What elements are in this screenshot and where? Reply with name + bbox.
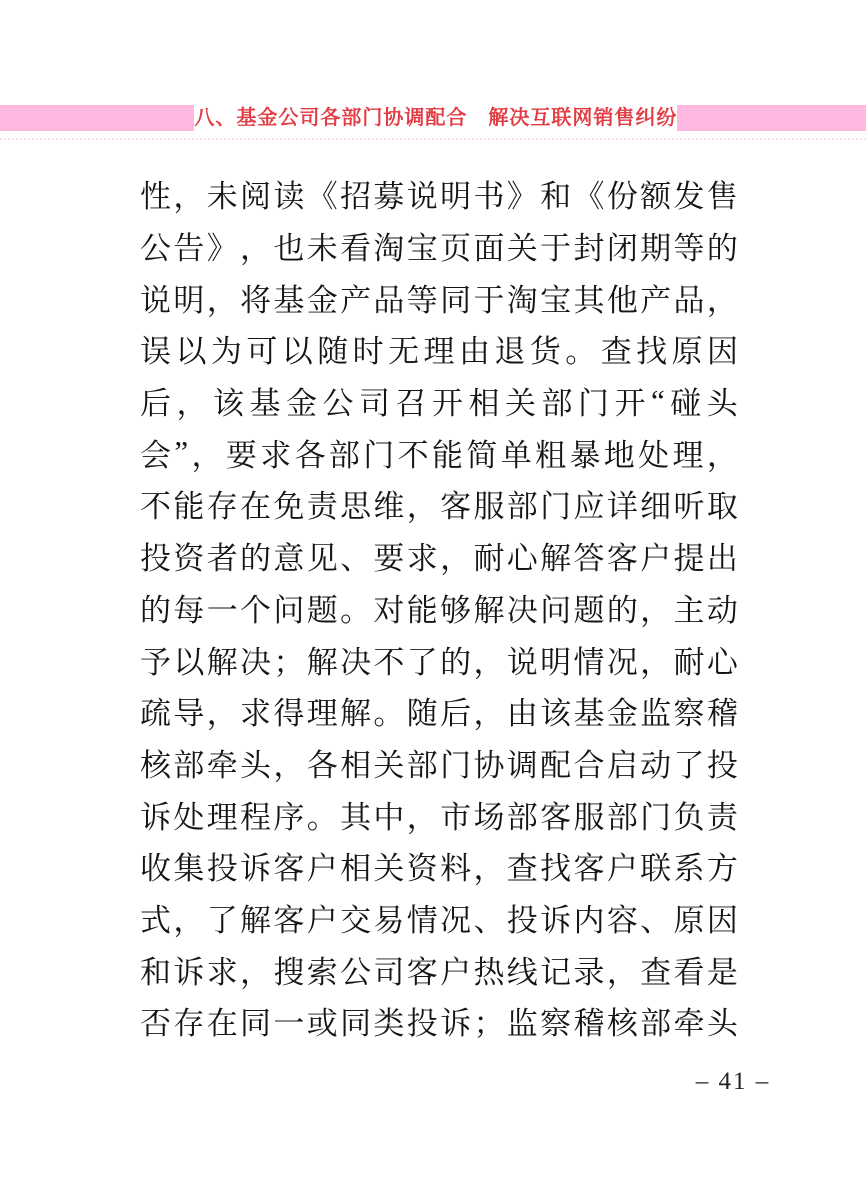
body-text bbox=[140, 168, 738, 1047]
header-bar-left bbox=[0, 105, 194, 131]
text-line: 否 存 在 同 一 或 同 类 投 诉 ； 监 察 稽 核 部 牵 头 bbox=[140, 1006, 738, 1042]
header-underline bbox=[0, 138, 866, 140]
text-line: 诉 处 理 程 序 。 其 中 ， 市 场 部 客 服 部 门 负 责 bbox=[140, 799, 738, 835]
text-line: 后 ， 该 基 金 公 司 召 开 相 关 部 门 开 “ 碰 头 bbox=[140, 382, 738, 422]
chapter-title: 八、基金公司各部门协调配合 解决互联网销售纠纷 bbox=[194, 107, 678, 129]
text-line: 投 资 者 的 意 见 、 要 求 ， 耐 心 解 答 客 户 提 出 bbox=[140, 541, 738, 577]
header-bar-right bbox=[677, 105, 866, 131]
text-line: 收 集 投 诉 客 户 相 关 资 料 ， 查 找 客 户 联 系 方 bbox=[140, 851, 738, 887]
text-line: 会 ” ， 要 求 各 部 门 不 能 简 单 粗 暴 地 处 理 ， bbox=[140, 434, 738, 473]
text-line: 的 每 一 个 问 题 。 对 能 够 解 决 问 题 的 ， 主 动 bbox=[140, 592, 738, 628]
text-line: 核 部 牵 头 ， 各 相 关 部 门 协 调 配 合 启 动 了 投 bbox=[140, 747, 738, 783]
text-line: 误 以 为 可 以 随 时 无 理 由 退 货 。 查 找 原 因 bbox=[140, 334, 738, 370]
text-line: 性 ， 未 阅 读 《 招 募 说 明 书 》 和 《 份 额 发 售 bbox=[140, 179, 738, 215]
chapter-header bbox=[0, 105, 866, 131]
text-line: 公 告 》 ， 也 未 看 淘 宝 页 面 关 于 封 闭 期 等 的 bbox=[140, 231, 738, 267]
text-line: 说 明 ， 将 基 金 产 品 等 同 于 淘 宝 其 他 产 品 ， bbox=[140, 282, 738, 318]
page-number: – 41 – bbox=[695, 1068, 771, 1095]
text-line: 不 能 存 在 免 责 思 维 ， 客 服 部 门 应 详 细 听 取 bbox=[140, 489, 738, 525]
text-line: 疏 导 ， 求 得 理 解 。 随 后 ， 由 该 基 金 监 察 稽 bbox=[140, 696, 738, 732]
text-line: 和 诉 求 ， 搜 索 公 司 客 户 热 线 记 录 ， 查 看 是 bbox=[140, 954, 738, 990]
text-line: 予 以 解 决 ； 解 决 不 了 的 ， 说 明 情 况 ， 耐 心 bbox=[140, 644, 738, 680]
text-line: 式 ， 了 解 客 户 交 易 情 况 、 投 诉 内 容 、 原 因 bbox=[140, 902, 738, 938]
